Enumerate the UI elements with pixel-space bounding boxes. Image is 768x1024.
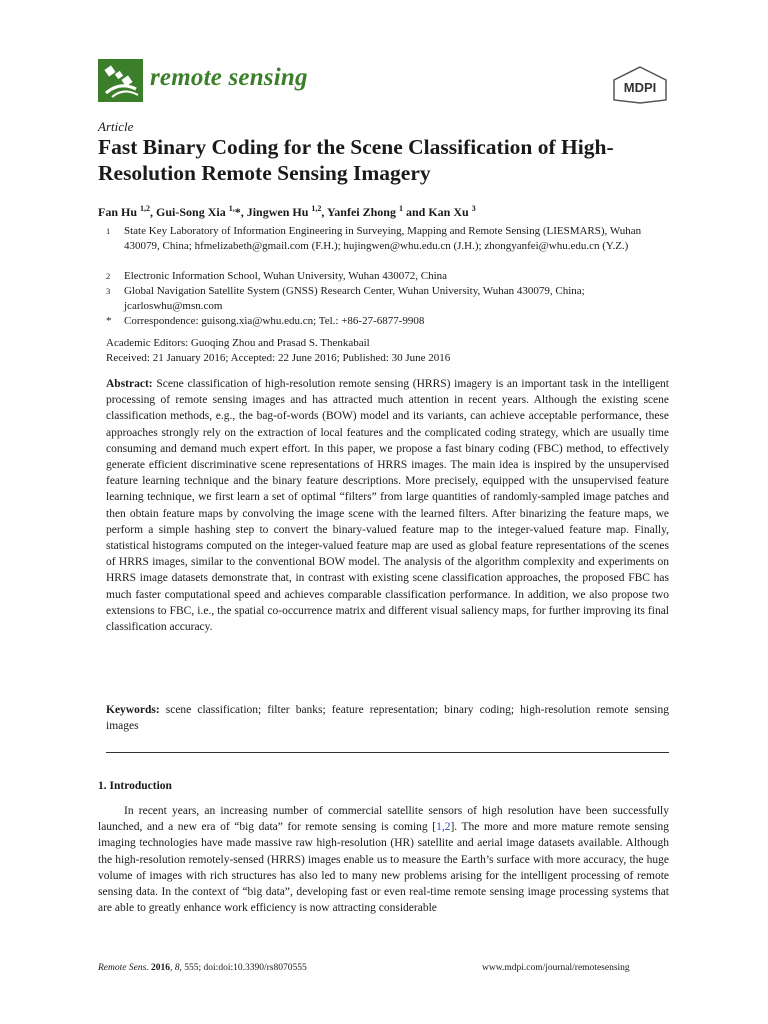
keywords [106, 702, 669, 734]
correspondence-text: Correspondence: guisong.xia@whu.edu.cn; Tel.: +86-27-6877-9908 [124, 315, 425, 327]
author-affiliation-sup: 1,2 [140, 204, 151, 213]
affiliation-3 [98, 284, 678, 314]
journal-name: remote sensing [150, 64, 308, 91]
affiliation-text: Electronic Information School, Wuhan University, Wuhan 430072, China [124, 270, 448, 282]
footer-citation: Remote Sens. 2016, 8, 555; doi:doi:10.3390/rs8070555 [98, 963, 307, 973]
satellite-icon [98, 59, 143, 102]
footer-journal-abbr: Remote Sens. [98, 963, 149, 973]
footer-doi: , 555; doi:doi:10.3390/rs8070555 [179, 963, 307, 973]
author-name: Gui-Song Xia [156, 205, 229, 219]
author-affiliation-sup: 1 [398, 204, 403, 213]
author-name: Yanfei Zhong [326, 205, 399, 219]
author-name: Fan Hu [98, 205, 141, 219]
abstract-label: Abstract: [106, 378, 153, 390]
intro-paragraph [98, 803, 669, 916]
article-type: Article [98, 119, 134, 134]
publisher-name: MDPI [623, 80, 657, 95]
correspondence [98, 314, 678, 329]
affiliation-number: 2 [106, 271, 111, 281]
author-affiliation-sup: 3 [471, 204, 476, 213]
affiliation-number: 1 [106, 226, 111, 236]
mdpi-logo [612, 66, 668, 104]
affiliation-2 [98, 269, 678, 284]
keywords-text: scene classification; filter banks; feature representation; binary coding; high-resolution remote sensing images [106, 704, 670, 733]
affiliation-1 [98, 224, 678, 254]
section-heading: 1. Introduction [98, 780, 172, 792]
abstract-text: Scene classification of high-resolution remote sensing (HRRS) imagery is an important task in the intelligent processing of remote sensing images and has attracted much attention in recent years. Although the existing scene classification methods, e.g., the bag-of-words (BOW) model and its variants, can achieve acceptable performance, these approaches strongly rely on the extraction of local features and the complicated coding strategy, which are usually time consuming and demand much expert effort. In this paper, we propose a fast binary coding (FBC) method, to effectively generate efficient discriminative scene representations of HRRS images. The main idea is inspired by the unsupervised feature learning technique and the binary feature descriptions. More precisely, equipped with the unsupervised feature learning technique, we first learn a set of optimal “filters” from large quantities of randomly-sampled image patches and then obtain feature maps by convolving the image scene with the learned filters. After binarizing the feature maps, we perform a simple hashing step to convert the binary-valued feature map to the integer-valued feature map. Finally, statistical histograms computed on the integer-valued feature map are used as global feature representations of the scenes of HRRS images, similar to the conventional BOW model. The analysis of the algorithm complexity and experiments on HRRS image datasets demonstrate that, in contrast with existing scene classification approaches, the proposed FBC has much faster computational speed and achieves comparable classification performance. In addition, we also propose two extensions to FBC, i.e., the spatial co-occurrence matrix and different visual saliency maps, for further improving its final classification accuracy. [106, 378, 669, 634]
article-title: Fast Binary Coding for the Scene Classification of High-Resolution Remote Sensing Imagery [98, 135, 614, 185]
author-affiliation-sup: 1, [228, 204, 235, 213]
keywords-label: Keywords: [106, 704, 160, 716]
citation-link[interactable]: 1,2 [436, 821, 451, 834]
footer-url[interactable]: www.mdpi.com/journal/remotesensing [482, 963, 630, 973]
author-name: Kan Xu [428, 205, 472, 219]
academic-editors: Academic Editors: Guoqing Zhou and Prasad S. Thenkabail [106, 337, 370, 349]
affiliation-text: State Key Laboratory of Information Engineering in Surveying, Mapping and Remote Sensing (LIESMARS), Wuhan 430079, China; hfmelizabeth@gmail.com (F.H.); hujingwen@whu.edu.cn (J.H.); zhongyanfei@whu.edu.cn (Y.Z.) [124, 225, 642, 252]
journal-logo [98, 59, 143, 102]
author-list: Fan Hu $^{1,2}$, Gui-Song Xia $^{1,}$*, Jingwen Hu $^{1,2}$, Yanfei Zhong $^1$ and Kan Xu $^3$ [98, 204, 476, 219]
footer-volume: 8 [174, 963, 180, 973]
footer-year: 2016 [151, 963, 171, 973]
author-name: Jingwen Hu [246, 205, 312, 219]
author-affiliation-sup: 1,2 [311, 204, 322, 213]
affiliation-text: Global Navigation Satellite System (GNSS) Research Center, Wuhan University, Wuhan 430079, China; jcarloswhu@msn.com [124, 285, 585, 312]
intro-text-start: In recent years, an increasing number of commercial satellite sensors of high resolution have been successfully launched, and a new era of “big data” for remote sensing is coming [ [98, 805, 669, 834]
intro-text-rest: ]. The more and more mature remote sensing imaging technologies have made massive raw high-resolution (HR) satellite and aerial image datasets available. Although the high-resolution remotely-sensed (HRRS) images enable us to measure the Earth’s surface with more accuracy, the huge volume of images with rich structures has also led to many new problems arising for the intelligent processing of remote sensing data. In the context of “big data”, developing fast or even real-time remote sensing image processing systems that are able to greatly enhance work efficiency is now attracting considerable [98, 821, 669, 915]
corresponding-author-marker: * [234, 205, 241, 219]
abstract [106, 376, 669, 635]
publication-dates: Received: 21 January 2016; Accepted: 22 June 2016; Published: 30 June 2016 [106, 352, 451, 364]
correspondence-marker: * [106, 315, 112, 327]
section-divider [106, 752, 669, 753]
affiliation-number: 3 [106, 286, 111, 296]
